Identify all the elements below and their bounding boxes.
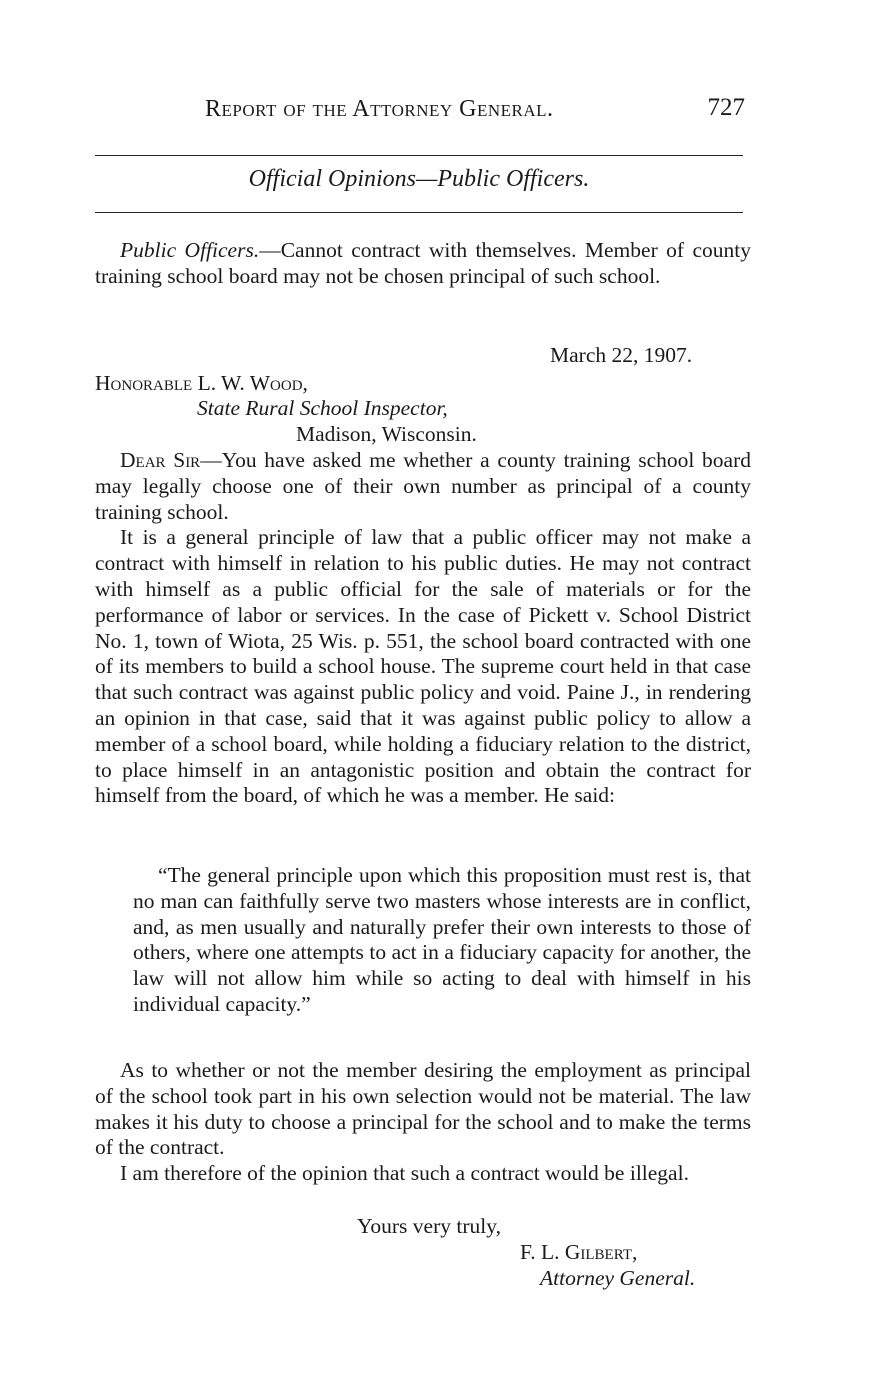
- syllabus-text: —Cannot contract with themselves. Member of county training school board may not be chosen principal of such school.: [95, 238, 752, 288]
- section-title: Official Opinions—Public Officers.: [248, 166, 590, 192]
- paragraph-2: It is a general principle of law that a public officer may not make a contract with himself in relation to his public duties. He may not contract with himself as a public official for the sale of materials or for the performance of labor or services. In the case of Pickett v. School District No. 1, town of Wiota, 25 Wis. p. 551, the school board contracted with one of its members to build a school house. The supreme court held in that case that such contract was against public policy and void. Paine J., in rendering an opinion in that case, said that it was against public policy to allow a member of a school board, while holding a fiduciary relation to the district, to place himself in an antagonistic position and obtain the contract for himself from the board, of which he was a member. He said:: [95, 525, 751, 808]
- syllabus-paragraph: [95, 238, 751, 290]
- running-title: Report of the Attorney General.: [205, 96, 554, 122]
- syllabus-lead: Public Officers.: [120, 238, 260, 262]
- header-rule-top: [95, 155, 743, 156]
- signature-title: Attorney General.: [540, 1266, 696, 1290]
- addressee-name: Honorable L. W. Wood,: [95, 371, 308, 395]
- page-header: [95, 96, 745, 130]
- paragraph-1: [95, 448, 751, 525]
- syllabus: [95, 238, 751, 290]
- quotation: [133, 863, 751, 1018]
- header-rule-bottom: [95, 212, 743, 213]
- letter-conclusion: [95, 1058, 751, 1187]
- addressee-title: State Rural School Inspector,: [197, 396, 448, 420]
- quotation-text: “The general principle upon which this proposition must rest is, that no man can faithfully serve two masters whose interests are in conflict, and, as men usually and naturally prefer their own interests to those of others, where one attempts to act in a fiduciary capacity for another, the law will not allow him while so acting to deal with himself in his individual capacity.”: [133, 863, 751, 1016]
- page-number: 727: [707, 94, 745, 121]
- closing: Yours very truly,: [357, 1214, 501, 1238]
- greeting: Dear Sir: [120, 448, 201, 472]
- paragraph-1-text: —You have asked me whether a county training school board may legally choose one of their own number as principal of a county training school.: [95, 448, 751, 524]
- addressee-location: Madison, Wisconsin.: [296, 422, 477, 446]
- letter-body: [95, 448, 751, 809]
- signature-name: F. L. Gilbert,: [520, 1240, 638, 1264]
- paragraph-3: As to whether or not the member desiring the employment as principal of the school took part in his own selection would not be material. The law makes it his duty to choose a principal for the school and to make the terms of the contract.: [95, 1058, 751, 1160]
- paragraph-4: I am therefore of the opinion that such a contract would be illegal.: [120, 1161, 689, 1186]
- letter-date: March 22, 1907.: [550, 343, 693, 367]
